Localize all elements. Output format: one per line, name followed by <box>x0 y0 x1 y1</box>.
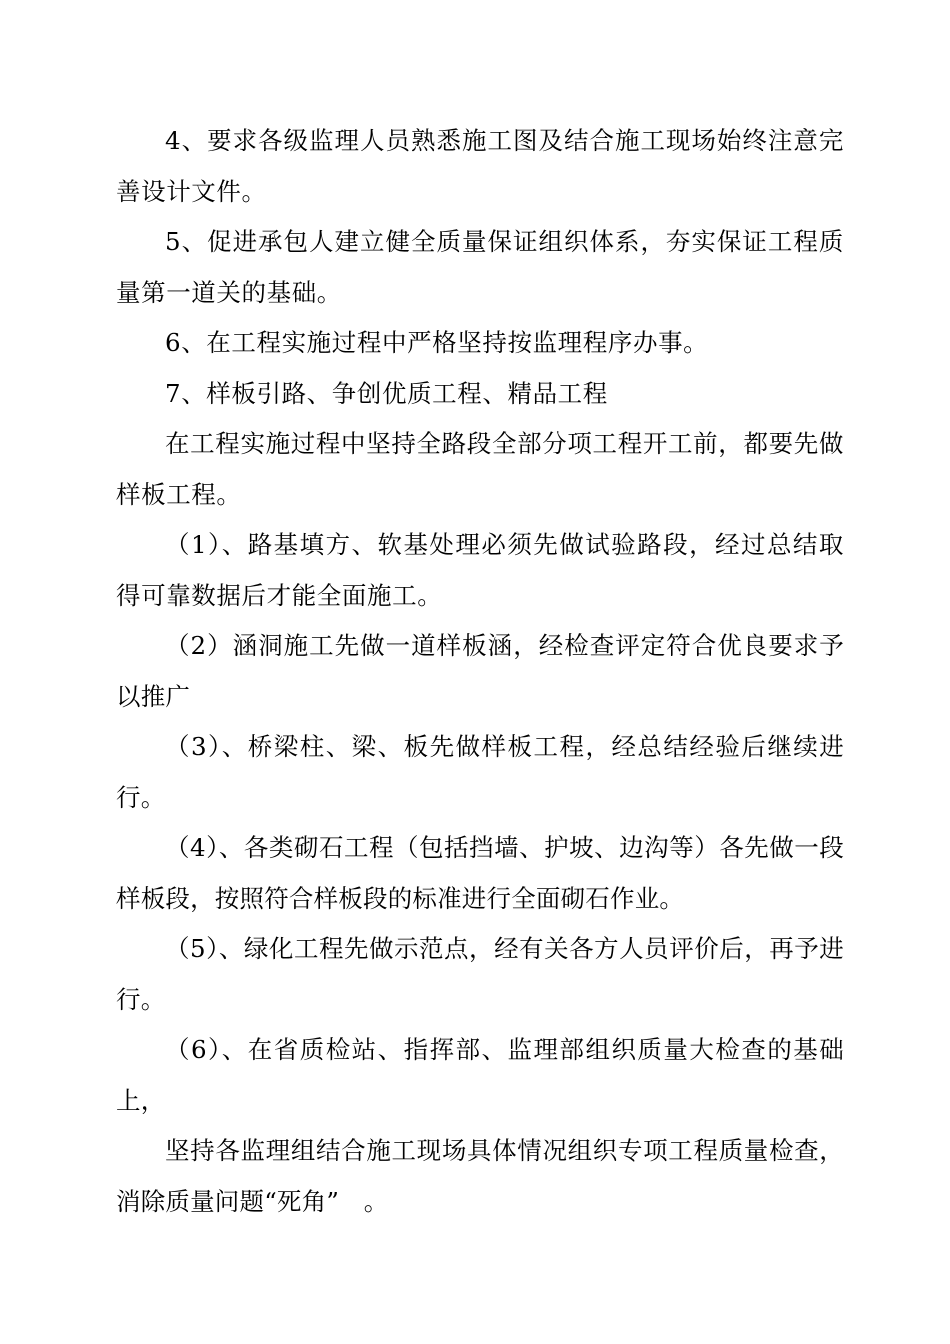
paragraph-sample-intro: 在工程实施过程中坚持全路段全部分项工程开工前，都要先做样板工程。 <box>116 429 844 509</box>
paragraph-item-7-heading: 7、样板引路、争创优质工程、精品工程 <box>165 378 608 408</box>
paragraph-item-6: 6、在工程实施过程中严格坚持按监理程序办事。 <box>165 328 709 357</box>
paragraph-sub-4: （4）、各类砌石工程（包括挡墙、护坡、边沟等）各先做一段样板段，按照符合样板段的标准进行全面砌石作业。 <box>116 833 844 913</box>
paragraph-sub-6: （6）、在省质检站、指挥部、监理部组织质量大检查的基础上， <box>116 1035 844 1115</box>
paragraph-item-4: 4、要求各级监理人员熟悉施工图及结合施工现场始终注意完善设计文件。 <box>116 126 844 206</box>
paragraph-sub-3: （3）、桥梁柱、梁、板先做样板工程，经总结经验后继续进行。 <box>116 732 844 812</box>
document-body <box>116 116 844 1227</box>
paragraph-sub-5: （5）、绿化工程先做示范点，经有关各方人员评价后，再予进行。 <box>116 934 844 1014</box>
paragraph-sub-1: （1）、路基填方、软基处理必须先做试验路段，经过总结取得可靠数据后才能全面施工。 <box>116 530 844 610</box>
paragraph-item-5: 5、促进承包人建立健全质量保证组织体系，夯实保证工程质量第一道关的基础。 <box>116 227 844 307</box>
paragraph-sub-2: （2）涵洞施工先做一道样板涵，经检查评定符合优良要求予以推广 <box>116 631 844 711</box>
paragraph-special-inspection: 坚持各监理组结合施工现场具体情况组织专项工程质量检查，消除质量问题“死角” 。 <box>116 1136 844 1216</box>
